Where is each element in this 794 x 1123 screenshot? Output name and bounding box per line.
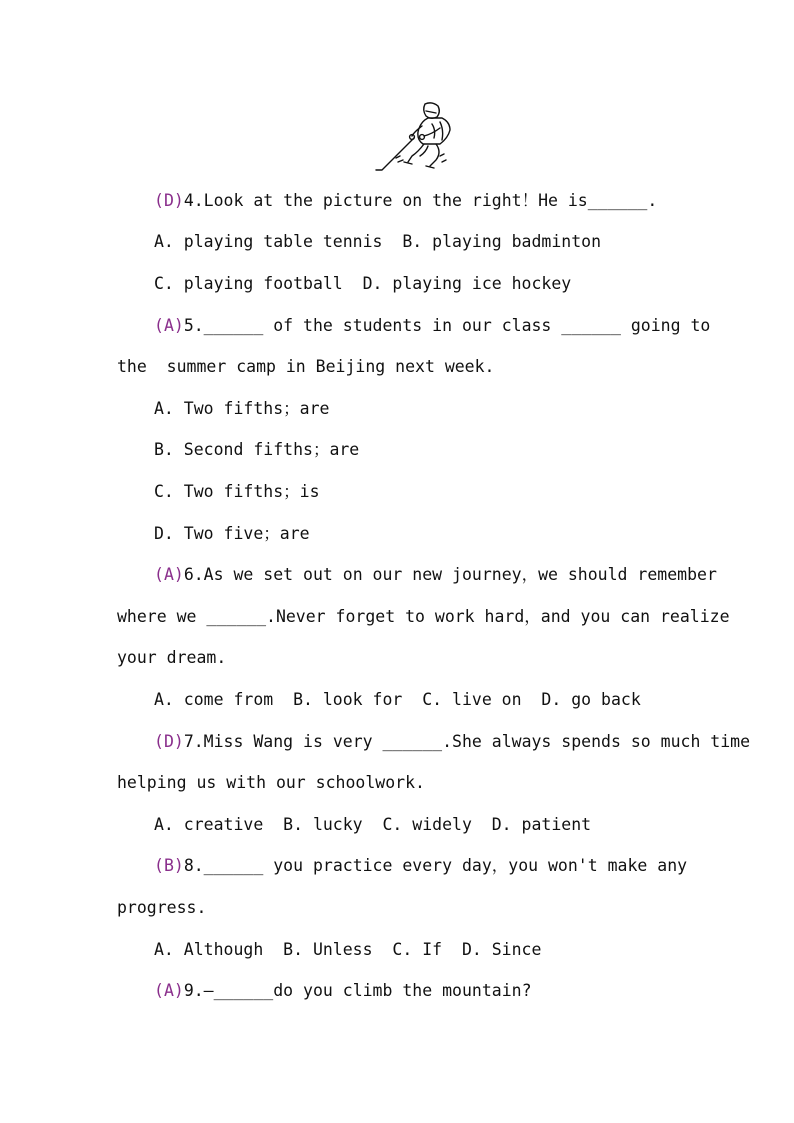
answer-paren-close: ) (173, 316, 184, 335)
question-5-stem-line-1 (0, 314, 794, 338)
question-text: 6.As we set out on our new journey，we should remember (183, 565, 717, 584)
question-8-options: A. Although B. Unless C. If D. Since (154, 940, 542, 959)
question-7-options: A. creative B. lucky C. widely D. patient (154, 815, 592, 834)
answer-letter: A (163, 316, 174, 335)
question-text: 8.______ you practice every day，you won't make any (183, 856, 688, 875)
question-text: 5.______ of the students in our class ______ going to (183, 316, 711, 335)
answer-letter: D (163, 191, 174, 210)
question-4-options-line-1: A. playing table tennis B. playing badminton (154, 232, 602, 251)
question-6-stem-line-3: your dream. (117, 648, 227, 667)
answer-paren-open: ( (154, 856, 164, 875)
question-9-stem (0, 979, 794, 1003)
question-5-option-b: B. Second fifths；are (154, 440, 360, 459)
question-text: 7.Miss Wang is very ______.She always spends so much time (183, 732, 751, 751)
answer-letter: A (163, 565, 174, 584)
answer-letter: B (163, 856, 174, 875)
question-5-option-d: D. Two five；are (154, 524, 310, 543)
answer-paren-close: ) (173, 565, 184, 584)
question-5-stem-line-2: the summer camp in Beijing next week. (117, 357, 495, 376)
question-text: 4.Look at the picture on the right！He is______. (183, 191, 658, 210)
answer-letter: A (163, 981, 174, 1000)
answer-paren-close: ) (173, 856, 184, 875)
question-6-stem-line-2: where we ______.Never forget to work hard，and you can realize (117, 607, 730, 626)
question-6-stem-line-1 (0, 563, 794, 587)
question-6-options: A. come from B. look for C. live on D. go back (154, 690, 641, 709)
ice-hockey-player-icon (370, 100, 462, 176)
answer-paren-open: ( (154, 316, 164, 335)
answer-paren-open: ( (154, 191, 164, 210)
question-8-stem-line-1 (0, 854, 794, 878)
answer-paren-open: ( (154, 732, 164, 751)
question-4-stem (0, 189, 794, 213)
question-4-options-line-2: C. playing football D. playing ice hockey (154, 274, 572, 293)
answer-paren-open: ( (154, 565, 164, 584)
answer-paren-close: ) (173, 981, 184, 1000)
answer-paren-open: ( (154, 981, 164, 1000)
answer-letter: D (163, 732, 174, 751)
question-5-option-a: A. Two fifths；are (154, 399, 330, 418)
question-8-stem-line-2: progress. (117, 898, 207, 917)
answer-paren-close: ) (173, 732, 184, 751)
answer-paren-close: ) (173, 191, 184, 210)
question-7-stem-line-1 (0, 730, 794, 754)
question-text: 9.—______do you climb the mountain? (183, 981, 532, 1000)
question-7-stem-line-2: helping us with our schoolwork. (117, 773, 425, 792)
question-5-option-c: C. Two fifths；is (154, 482, 320, 501)
